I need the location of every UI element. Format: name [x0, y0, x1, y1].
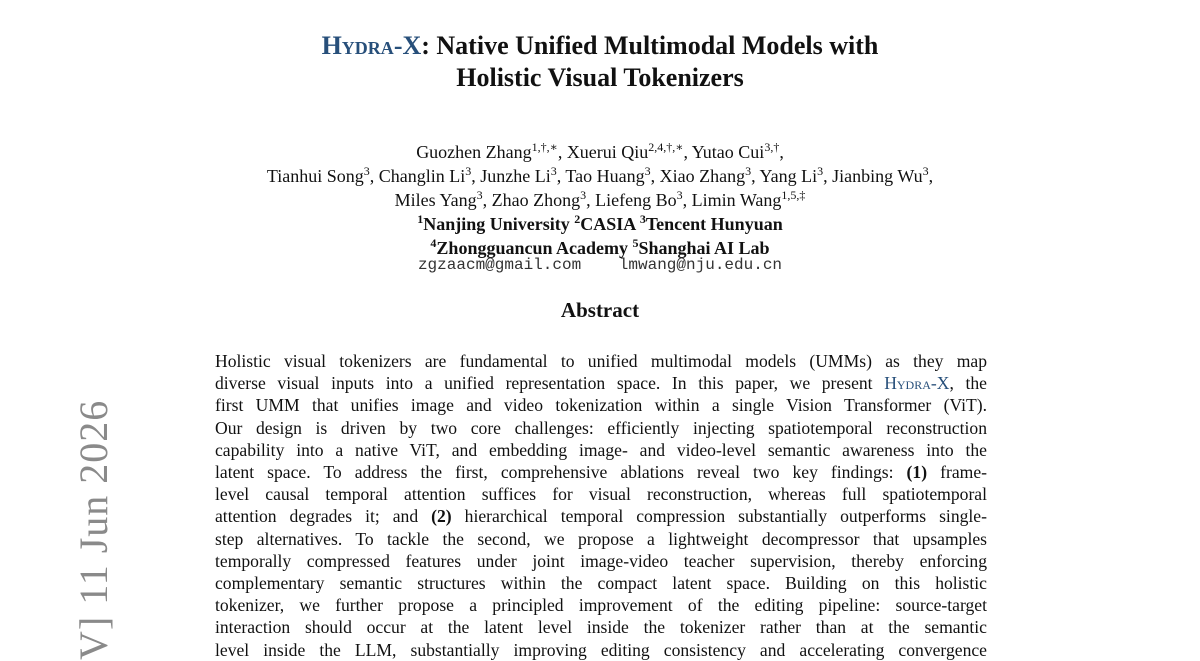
affiliation-marker: 2 [574, 212, 581, 226]
affiliation-marker: 5 [632, 236, 639, 250]
abstract-line: level causal temporal attention suffices for visual reconstruction, whereas full spatiotemporal [215, 484, 987, 505]
author-name: Yang Li [759, 166, 818, 186]
title-line-2: Holistic Visual Tokenizers [456, 63, 744, 92]
author-affiliation-marker: 3 [676, 188, 683, 202]
email-first[interactable]: zgzaacm@gmail.com [417, 256, 582, 274]
affiliation-name: Zhongguancun Academy [436, 238, 628, 258]
author-line-2: Tianhui Song$^3$, Changlin Li$^3$, Junzhe Li$^3$, Tao Huang$^3$, Xiao Zhang$^3$, Yang Li$^3$, Jianbing Wu$^3$, [266, 164, 934, 186]
author-affiliation-marker: 2,4,†,∗ [648, 140, 684, 154]
author-name: Liefeng Bo [595, 190, 677, 210]
abstract-line: complementary semantic structures within the compact latent space. Building on this holistic [215, 573, 987, 594]
abstract-line: diverse visual inputs into a unified representation space. In this paper, we present Hydra-X, the [215, 373, 987, 394]
abstract-line: capability into a native ViT, and embedding image- and video-level semantic awareness into the [215, 439, 987, 460]
abstract-line: step alternatives. To tackle the second, we propose a lightweight decompressor that upsamples [215, 528, 987, 549]
author-name: Tao Huang [565, 166, 645, 186]
abstract-line: interaction should occur at the latent level inside the tokenizer rather than at the semantic [215, 617, 987, 638]
finding-marker-1: (1) [906, 462, 928, 483]
affiliation-name: Shanghai AI Lab [638, 238, 770, 258]
author-affiliation-marker: 3 [922, 164, 929, 178]
author-name: Xuerui Qiu [566, 142, 649, 162]
abstract-line: latent space. To address the first, comprehensive ablations reveal two key findings: (1) frame- [215, 462, 988, 483]
affiliation-name: Nanjing University [423, 214, 570, 234]
abstract-line: Holistic visual tokenizers are fundamental to unified multimodal models (UMMs) as they map [215, 351, 987, 371]
author-affiliation-marker: 1,5,‡ [781, 188, 806, 202]
abstract-line: attention degrades it; and (2) hierarchical temporal compression substantially outperforms single- [215, 506, 987, 527]
author-block [0, 140, 1200, 260]
abstract-body [215, 350, 988, 660]
author-affiliation-marker: 3 [363, 164, 370, 178]
title-model-name: Hydra-X [321, 31, 422, 60]
affiliation-line-1 [0, 212, 1200, 236]
abstract-line: Our design is driven by two core challenges: efficiently injecting spatiotemporal reconstruction [215, 417, 987, 438]
affiliation-name: Tencent Hunyuan [645, 214, 783, 234]
author-affiliation-marker: 3,† [764, 140, 780, 154]
author-affiliation-marker: 1,†,∗ [531, 140, 558, 154]
author-name: Miles Yang [394, 190, 477, 210]
author-line-1: Guozhen Zhang$^{1,\dagger,∗}$, Xuerui Qiu$^{2,4,\dagger,∗}$, Yutao Cui$^{3,\dagger}$, [416, 140, 784, 162]
model-name-link[interactable]: Hydra-X [884, 373, 950, 394]
author-name: Tianhui Song [266, 166, 364, 186]
affiliation-marker: 3 [639, 212, 646, 226]
author-name: Limin Wang [691, 190, 782, 210]
author-affiliation-marker: 3 [817, 164, 824, 178]
author-name: Zhao Zhong [491, 190, 581, 210]
arxiv-stamp-text: V] 11 Jun 2026 [71, 399, 116, 660]
author-affiliation-marker: 3 [550, 164, 557, 178]
author-name: Xiao Zhang [659, 166, 746, 186]
author-affiliation-marker: 3 [465, 164, 472, 178]
abstract-line: tokenizer, we further propose a principled improvement of the editing pipeline: source-target [215, 595, 987, 616]
abstract-heading: Abstract [560, 298, 640, 322]
author-name: Junzhe Li [480, 166, 551, 186]
author-name: Changlin Li [378, 166, 466, 186]
affiliation-marker: 1 [417, 212, 424, 226]
author-affiliation-marker: 3 [644, 164, 651, 178]
author-name: Guozhen Zhang [416, 142, 532, 162]
paper-title [0, 30, 1200, 94]
abstract-line: level inside the LLM, substantially improving editing consistency and accelerating convergence [215, 639, 987, 660]
abstract-line: temporally compressed features under joint image-video teacher supervision, thereby enforcing [215, 550, 987, 571]
abstract-line: first UMM that unifies image and video tokenization within a single Vision Transformer (ViT). [215, 395, 987, 416]
author-affiliation-marker: 3 [745, 164, 752, 178]
affiliation-name: CASIA [580, 214, 636, 234]
email-second[interactable]: lmwang@nju.edu.cn [618, 256, 783, 274]
contact-emails [0, 256, 1200, 274]
author-line-3: Miles Yang$^3$, Zhao Zhong$^3$, Liefeng Bo$^3$, Limin Wang$^{1,5,\ddagger}$ [394, 188, 806, 210]
author-name: Yutao Cui [691, 142, 765, 162]
affiliation-marker: 4 [430, 236, 437, 250]
finding-marker-2: (2) [431, 506, 452, 527]
title-line-1: Hydra-X: Native Unified Multimodal Models with [321, 31, 879, 60]
author-affiliation-marker: 3 [476, 188, 483, 202]
author-affiliation-marker: 3 [580, 188, 587, 202]
author-name: Jianbing Wu [832, 166, 923, 186]
